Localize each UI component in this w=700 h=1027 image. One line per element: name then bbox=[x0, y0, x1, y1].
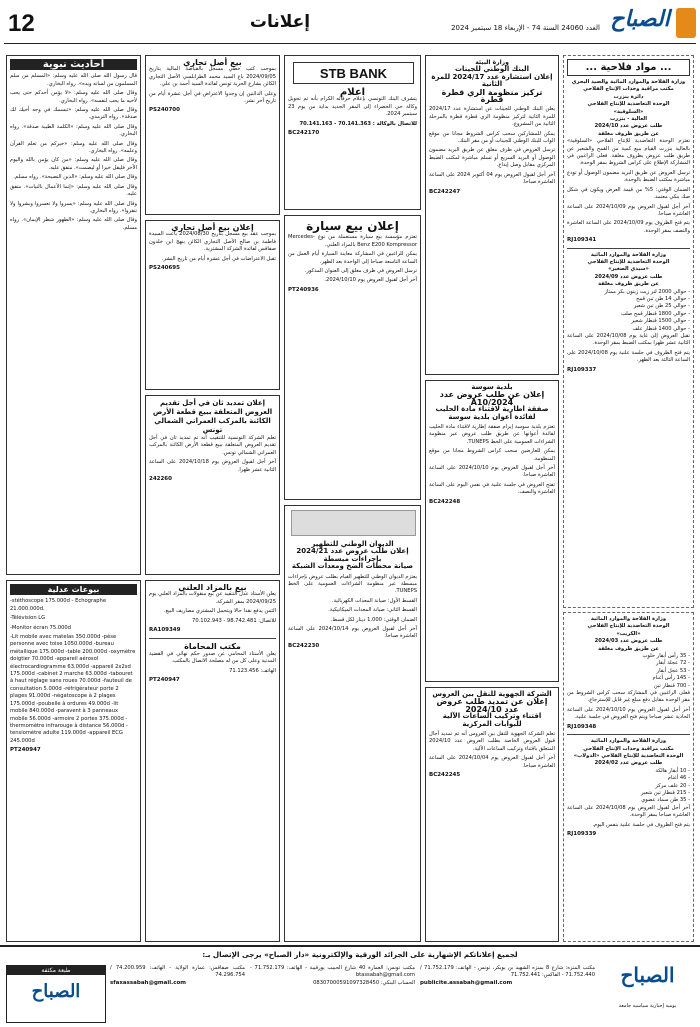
ad-paragraph: آخر أجل لقبول العروض يوم 2024/10/08 على الساعة العاشرة صباحا بمقر الوحدة. bbox=[567, 804, 690, 819]
ad-paragraph: ترسل العروض في ظرف مغلق عن طريق البريد مضمون الوصول أو البريد السريع أو تسلم مباشرة لمكتب الضبط المركزي مقابل وصل إيداع. bbox=[429, 147, 555, 169]
ad-paragraph: آخر أجل لقبول العروض يوم 2024/10/10 على الساعة العاشرة صباحا. bbox=[429, 465, 555, 479]
list-item: - حوالي 2000 لتر زيت زيتون بكر ممتاز bbox=[604, 288, 690, 295]
ad-paragraph: ترسل العروض في ظرف مغلق إلى العنوان المذكور. bbox=[304, 268, 417, 275]
ad-header-line: وزارة الفلاحة والموارد المائية والصيد البحري bbox=[571, 79, 686, 85]
ad-reference: RJ109341 bbox=[567, 237, 597, 244]
ad-paragraph: آخر أجل لقبول العروض يوم 04 أكتوبر 2024 على الساعة العاشرة صباحا. bbox=[429, 171, 555, 186]
ad-paragraph: تعتزم مؤسسة بيع سيارة مستعملة من نوع Mercedes-Benz E200 Kompressor بالمزاد العلني. bbox=[288, 234, 417, 248]
ad-paragraph: للاتصال: 98.742.481 - 70.102.943 bbox=[192, 617, 276, 624]
promo-logo: الصباح bbox=[31, 981, 81, 1002]
hadith: وقال صلى الله عليه وسلم: «من كان يؤمن بالله واليوم الآخر فليقل خيرا أو ليصمت». متفق عليه. bbox=[10, 157, 137, 171]
list-item: - 72 عجلة أبقار bbox=[656, 660, 690, 667]
ad-business-sale-1 bbox=[145, 55, 280, 215]
divider bbox=[149, 638, 276, 639]
ad-header-line: طلب عروض عدد 2024/09 bbox=[594, 273, 663, 280]
list-item: - 20 علف مركز bbox=[655, 782, 690, 789]
ad-reference: PS240695 bbox=[149, 265, 180, 272]
agri-ad-4 bbox=[567, 738, 690, 838]
ad-paragraph: آخر أجل لقبول العروض يوم 2024/10/10 على الساعة الحادية عشر صباحا ويتم فتح العروض في جلسة علنية. bbox=[567, 706, 690, 721]
ad-paragraph: يتم فتح الظروف في جلسة علنية بنفس اليوم. bbox=[592, 821, 690, 828]
ad-paragraph: بموجب عقد بيع مسجل بتاريخ 2024/08/30 باعت السيدة فاطمة بن صالح الأصل التجاري الكائن بنهج ابن خلدون صفاقس لفائدة الشركة المشترية. bbox=[149, 231, 277, 253]
ad-city: بلدية سوسة bbox=[471, 383, 513, 391]
list-item: - حوالي 1400 قنطار علف bbox=[632, 325, 690, 332]
ad-paragraph: وعلى الدائنين إن وجدوا الاعتراض في أجل عشرة أيام من تاريخ آخر نشر. bbox=[149, 90, 276, 105]
promo-badge: طبعة مكثفة bbox=[7, 966, 105, 975]
divider bbox=[567, 248, 690, 249]
ad-paragraph: بموجب كتب خطي مسجل بالقباضة المالية بتاريخ 2024/09/05 باع السيد محمد الطرابلسي الأصل التجاري الكائن بشارع الحرية تونس لفائدة السيد أحمد بن علي. bbox=[149, 66, 276, 88]
ad-stb bbox=[284, 55, 421, 210]
list-item: - 35 رأس أبقار حلوب bbox=[642, 653, 690, 660]
ad-paragraph: للاتصال بالوكالة : 70.141.363 - 70.141.163 bbox=[299, 120, 417, 127]
ad-transport bbox=[425, 687, 559, 942]
ad-reference: PS240700 bbox=[149, 107, 180, 114]
column-mid bbox=[284, 55, 421, 942]
ad-reference: BC242248 bbox=[429, 498, 461, 505]
list-item: - 53 عجل أبقار bbox=[656, 667, 690, 674]
hadith: وقال صلى الله عليه وسلم: «الدين النصيحة». رواه مسلم. bbox=[13, 174, 137, 181]
ad-header-line: «السلوقية» bbox=[613, 108, 644, 115]
ad-title: إعلان عن طلب عروض عدد 2024/A10 bbox=[439, 390, 545, 407]
issue-line: العدد 24060 السنة 74 - الإربعاء 18 سبتمبر 2024 bbox=[451, 24, 600, 32]
hadith: وقال صلى الله عليه وسلم: «خيركم من تعلم القرآن وعلمه». رواه البخاري. bbox=[10, 140, 137, 155]
ad-judicial-sale bbox=[6, 580, 141, 942]
ad-title: إعلان بيع أصل تجاري bbox=[171, 223, 254, 232]
hadith: وقال صلى الله عليه وسلم: «لا يؤمن أحدكم حتى يحب لأخيه ما يحب لنفسه». رواه البخاري. bbox=[10, 90, 137, 104]
ad-reference: 242260 bbox=[149, 476, 172, 483]
ad-paragraph: يتشرف البنك التونسي بإعلام حرفائه الكرام بأنه تم تحويل وكالة حي الخضراء إلى المقر الجديد بداية من يوم 23 سبتمبر 2024. bbox=[288, 96, 417, 118]
hadith: وقال صلى الله عليه وسلم: «الطهور شطر الإيمان». رواه مسلم. bbox=[10, 217, 137, 231]
ad-paragraph: ترسل العروض عن طريق البريد مضمون الوصول أو تودع مباشرة بمكتب الضبط بالوحدة. bbox=[567, 169, 690, 184]
footer-tunis-2 bbox=[250, 965, 415, 1023]
onas-logo-icon bbox=[291, 510, 416, 536]
ad-header-line: عن طريق ظروف مغلقة bbox=[598, 281, 659, 288]
ad-paragraph: تعلم الشركة الجهوية للنقل ببن العروس أنه تم تمديد آجال قبول العروض الخاصة بطلب العروض عدد 2024/10 المتعلق باقتناء وتركيب الساعات الآلية. bbox=[429, 731, 555, 752]
ad-reference: RA109349 bbox=[149, 627, 181, 634]
ad-paragraph: آخر أجل لقبول العروض يوم 2024/10/09 على الساعة العاشرة صباحا. bbox=[567, 203, 690, 217]
ad-header-line: عن طريق ظروف مغلقة bbox=[598, 130, 659, 137]
ad-paragraph: الضمان الوقتي: 5% من قيمة العرض ويكون في شكل صك بنكي معتمد. bbox=[567, 186, 690, 201]
ad-gene-bank bbox=[425, 55, 559, 375]
footer-email[interactable]: publicite.assabah@gmail.com bbox=[420, 979, 513, 986]
ad-org: الشركة الجهوية للنقل ببن العروس bbox=[432, 690, 552, 698]
ad-ministry: وزارة البيئة bbox=[475, 59, 509, 66]
hadith: وقال صلى الله عليه وسلم: «تبسمك في وجه أخيك لك صدقة». رواه الترمذي. bbox=[10, 107, 137, 121]
ad-header-line: عن طريق ظروف مغلقة bbox=[598, 645, 659, 652]
ad-subtitle: صيانة محطات الضخ ومعدات الشبكة bbox=[291, 562, 414, 571]
divider bbox=[567, 734, 690, 735]
ad-paragraph: يعلن الأستاذ عدل التنفيذ عن بيع منقولات بالمزاد العلني يوم 2024/09/25 بمقر الشركة. bbox=[149, 591, 276, 605]
ad-paragraph: القسط الأول: صيانة المعدات الكهربائية. bbox=[331, 597, 417, 604]
footer-address: مكتب المنزه: شارع 8 بمنزه الشهيد بن بوبكر، تونس - الهاتف: 71.752.179 / 71.752.440 - الفاكس: 71.752.441 bbox=[420, 965, 595, 979]
ad-header-line: العالية - بنزرت bbox=[609, 116, 648, 123]
ad-paragraph: يمكن للعارضين سحب كراس الشروط مجانا من موقع المنظومة. bbox=[429, 448, 555, 462]
ad-subtitle: اقتناء وتركيب الساعات الآلية للبوابات المركزية bbox=[442, 712, 542, 728]
ad-paragraph: الهاتف: 71.123.456 bbox=[229, 667, 276, 674]
hadith: قال رسول الله صلى الله عليه وسلم: «المسلم من سلم المسلمون من لسانه ويده». رواه البخاري. bbox=[10, 73, 137, 87]
ad-paragraph: يتم فتح الظروف يوم 2024/10/09 على الساعة العاشرة والنصف بمقر الوحدة. bbox=[567, 220, 690, 234]
ad-header-line: الوحدة التعاضدية للإنتاج الفلاحي bbox=[587, 623, 670, 630]
footer-tunis bbox=[420, 965, 595, 1023]
hadith: وقال صلى الله عليه وسلم: «الكلمة الطيبة صدقة». رواه البخاري. bbox=[10, 123, 137, 138]
ad-header-line: «سيدي الصغير» bbox=[608, 266, 649, 273]
masthead-logo: الصباح bbox=[610, 6, 670, 32]
footer-promo bbox=[6, 965, 106, 1023]
ad-paragraph: -stéthoscope 175.000d - Echographe 21.000.000d. bbox=[10, 598, 107, 612]
stb-bank-name: STB BANK bbox=[319, 66, 388, 81]
column-tenders bbox=[425, 55, 559, 942]
ad-paragraph: يعتزم الديوان الوطني للتطهير القيام بطلب عروض بإجراءات مبسطة عبر منظومة الشراءات العمومية على الخط TUNEPS. bbox=[288, 573, 417, 595]
ad-paragraph: يمكن للراغبين في المشاركة معاينة السيارة أيام العمل من الساعة التاسعة صباحا إلى الواحدة بعد الظهر. bbox=[288, 251, 417, 265]
logo-emblem-icon bbox=[676, 8, 696, 38]
stb-logo bbox=[293, 62, 414, 84]
list-item: - 10 أبقار هالكة bbox=[655, 767, 690, 774]
ad-paragraph: فعلى الراغبين في المشاركة سحب كراس الشروط من مقر الوحدة مقابل دفع مبلغ غير قابل للإسترجاع. bbox=[567, 690, 690, 704]
ad-paragraph: -Lit mobile avec matelas 350.000d -pèse personne avec toise 1050.000d -bureau métallique 175.000d -table 200.000d -oxymètre doigtier 70.000d -appareil aérosol électrocardiogramme 63.000d -appareil 2x2sd 175.000d -cabinet 2 marche 63.000d -tabouret à haut réglage sans roues 70.000d -fauteuil de consultation 5.000d -réfrigérateur porte 2 plages 91.000d -négatoscope à 2 plages 175.000d -poubelle à ordures 49.000d -lit mobile 840.000d -paravent à 3 panneaux mobile 56.000d -armoire 2 portes 375.000d -thermomètre infrarouge à distance 56.000d -tensiomètre adulte 119.000d -appareil ECG 245.000d bbox=[10, 634, 136, 744]
ad-header-line: طلب عروض عدد 2024/10 bbox=[594, 123, 663, 130]
ad-reference: PT240947 bbox=[10, 747, 41, 754]
ad-reference: BC242230 bbox=[288, 642, 320, 649]
ad-paragraph: القسط الثاني: صيانة المعدات الميكانيكية. bbox=[328, 607, 417, 614]
ad-paragraph: -Monitor écran 75.000d bbox=[10, 624, 71, 631]
list-item: - 145 رأس أغنام bbox=[652, 675, 690, 682]
ad-reference: RJ109348 bbox=[567, 723, 597, 730]
ad-sousse bbox=[425, 380, 559, 682]
ad-paragraph: تعلم الشركة التونسية للتنقيب أنه تم تمديد ثان في أجل تقديم العروض المتعلقة ببيع قطعة الأرض الكائنة بالمركب العمراني الشمالي تونس. bbox=[149, 435, 276, 456]
footer-address: مكتب تونس: العمارة 40 شارع الحبيب بورقيبة - الهاتف: 71.752.179 - btassabah@gmail.com bbox=[250, 965, 415, 979]
ad-header-line: طلب عروض عدد 2024/03 bbox=[594, 638, 663, 645]
ad-org: الديوان الوطني للتطهير bbox=[311, 540, 394, 548]
column-agri-lower bbox=[563, 612, 694, 942]
footer-address: مكتب صفاقس: عمارة الولاية - الهاتف: 74.200.959 / 74.296.754 bbox=[110, 965, 245, 979]
column-hadith bbox=[6, 55, 141, 575]
ad-reference: PT240936 bbox=[288, 286, 319, 293]
ad-header-line: الوحدة التعاضدية للإنتاج الفلاحي bbox=[587, 258, 670, 265]
ad-paragraph: آخر أجل لقبول العروض يوم 2024/10/18 على الساعة الثانية عشر ظهرا. bbox=[149, 459, 276, 473]
ad-paragraph: الضمان الوقتي: 1.000 دينار لكل قسط. bbox=[330, 616, 417, 623]
ad-paragraph: آخر أجل لقبول العروض يوم 2024/10/14 على الساعة العاشرة صباحا. bbox=[288, 626, 417, 640]
column-title: أحاديث نبوية bbox=[10, 59, 137, 70]
footer-sfax bbox=[110, 965, 245, 1023]
ad-reference: PT240947 bbox=[149, 677, 180, 684]
ad-onas bbox=[284, 505, 421, 942]
masthead bbox=[0, 0, 700, 44]
ad-header-line: الوحدة التعاضدية للإنتاج الفلاحي bbox=[587, 101, 670, 108]
footer-rib: الحساب البنكي: 08307000591097328450 bbox=[313, 979, 415, 986]
ad-paragraph: -Télévision LG bbox=[10, 615, 46, 622]
ad-header-line: وزارة الفلاحة والموارد المائية bbox=[590, 616, 667, 622]
list-item: - 215 قنطار تبن شعير bbox=[640, 789, 690, 796]
ad-subtitle: تركيز منظومة الري قطرة قطرة bbox=[441, 87, 543, 105]
column-commerce bbox=[145, 55, 280, 575]
ad-header-line: دائرة بنزرت bbox=[613, 93, 644, 100]
ad-paragraph: آخر أجل لقبول العروض يوم 2024/10/04 على الساعة العاشرة صباحا. bbox=[429, 755, 555, 769]
section-title: إعلانات bbox=[249, 12, 311, 32]
agri-ad-2 bbox=[567, 252, 690, 375]
footer-title: لجميع إعلاناتكم الإشهارية على الجرائد الورقية والإلكترونية «دار الصباح» يرجى الإتصال بـ: bbox=[202, 950, 518, 959]
ad-paragraph: يعلن البنك الوطني للجينات عن استشارة عدد 2024/17 للمرة الثانية لتركيز منظومة الري قطرة قطرة بالمرحلة الثانية من المشروع. bbox=[429, 106, 555, 128]
ad-paragraph: تفتح العروض في جلسة علنية في نفس اليوم على الساعة العاشرة والنصف. bbox=[429, 481, 555, 496]
ad-header-line: طلب عروض عدد 2024/02 bbox=[594, 760, 663, 767]
ad-paragraph: تقبل العروض إلى غاية يوم 2024/10/08 على الساعة الثانية عشر ظهرا بمكتب الضبط بمقر الوحدة. bbox=[567, 333, 690, 347]
list-item: - حوالي 1800 قنطار قمح صلب bbox=[621, 310, 690, 317]
ad-header-line: «الكريب» bbox=[616, 630, 641, 637]
ad-business-sale-2 bbox=[145, 220, 280, 390]
column-title: ... مواد فلاحية ... bbox=[567, 59, 690, 76]
ad-title: إعلان عن تمديد طلب عروض عدد 2024/10 bbox=[436, 697, 548, 714]
ad-header-line: مكتب مراقبة وحدات الإنتاج الفلاحي bbox=[583, 86, 674, 93]
ad-reference: BC242247 bbox=[429, 188, 461, 195]
ad-land-sale bbox=[145, 395, 280, 575]
ad-paragraph: تقبل الاعتراضات في أجل عشرة أيام من تاريخ النشر. bbox=[161, 255, 276, 262]
ad-car-sale bbox=[284, 215, 421, 500]
list-item: - حوالي 14 طن تبن قمح bbox=[636, 295, 690, 302]
footer-logo: الصباح bbox=[620, 963, 675, 987]
ad-title: بيع بالمزاد العلني bbox=[178, 583, 247, 592]
ad-header-line: الوحدة التعاضدية للإنتاج الفلاحي «الدولاب» bbox=[573, 752, 684, 759]
ad-paragraph: آخر أجل لقبول العروض يوم 2024/10/10. bbox=[324, 277, 417, 284]
ad-reference: RJ109339 bbox=[567, 830, 597, 837]
ad-reference: BC242170 bbox=[288, 130, 320, 137]
ad-title: إعلان طلب عروض عدد 2024/21 بإجراءات مبسطة bbox=[296, 547, 409, 563]
agri-ad-3 bbox=[567, 616, 690, 731]
ad-reference: RJ109337 bbox=[567, 366, 597, 373]
ad-title: بيوعات عدلية bbox=[10, 584, 137, 595]
header-rule bbox=[4, 43, 696, 44]
ad-paragraph: تعتزم الوحدة التعاضدية للإنتاج الفلاحي «السلوقية» بالعالية بنزرت القيام ببيع كمية من القمح والشعير عن طريق طلب عروض بظروف مغلقة. فعلى الراغبين في المشاركة الإطلاع على كراس الشروط بمقر الوحدة. bbox=[567, 138, 690, 167]
footer-email[interactable]: sfaxassabah@gmail.com bbox=[110, 979, 186, 986]
ad-header-line: مكتب مراقبة وحدات الإنتاج الفلاحي bbox=[583, 745, 674, 752]
ad-paragraph: الثمن يدفع نقدا حالا ويتحمل المشتري مصاريف البيع. bbox=[163, 608, 276, 615]
list-item: - حوالي 25 طن تبن شعير bbox=[633, 303, 690, 310]
ad-auction bbox=[145, 580, 280, 942]
ad-paragraph: تعتزم بلدية سوسة إبرام صفقة إطارية لاقتناء مادة الحليب لفائدة أعوانها عن طريق طلب عروض عبر منظومة الشراءات العمومية على الخط TUNEPS. bbox=[429, 424, 555, 445]
hadith: وقال صلى الله عليه وسلم: «يسروا ولا تعسروا وبشروا ولا تنفروا». رواه البخاري. bbox=[10, 200, 137, 214]
ad-title: اعلام bbox=[339, 87, 366, 98]
page-number: 12 bbox=[8, 10, 35, 37]
ad-header-line: وزارة الفلاحة والموارد المائية bbox=[590, 251, 667, 258]
list-item: - 35 طن سماد عضوي bbox=[641, 797, 690, 804]
agri-ad-1 bbox=[567, 79, 690, 245]
ad-subtitle: صفقة اطارية لاقتناء مادة الحليب لفائدة أعوان بلدية سوسة bbox=[435, 405, 549, 421]
footer-logo-sub: يومية إخبارية سياسية جامعة bbox=[618, 1003, 677, 1009]
ad-title: مكتب المحاماة bbox=[184, 642, 241, 652]
ad-title: إعلان بيع سيارة bbox=[306, 219, 399, 233]
ad-header-line: وزارة الفلاحة والموارد المائية bbox=[590, 738, 667, 745]
ad-paragraph: يتم فتح الظروف في جلسة علنية يوم 2024/10/08 على الساعة الثالثة بعد الظهر. bbox=[567, 349, 690, 364]
hadith: وقال صلى الله عليه وسلم: «إنما الأعمال بالنيات». متفق عليه. bbox=[10, 183, 137, 198]
ad-paragraph: يعلن الأستاذ المحامي عن صدور حكم نهائي في القضية المدنية وعلى كل من له مصلحة الاتصال بالمكتب. bbox=[149, 650, 276, 665]
ad-reference: BC242245 bbox=[429, 772, 461, 779]
list-item: - حوالي 1500 قنطار شعير bbox=[631, 318, 690, 325]
ad-title: بيع أصل تجاري bbox=[183, 58, 242, 67]
footer bbox=[0, 945, 700, 1027]
list-item: - 46 أغنام bbox=[667, 775, 690, 782]
ad-paragraph: يمكن للمشاركين سحب كراس الشروط مجانا من موقع الواب للبنك الوطني للجينات أو من مقر البنك. bbox=[429, 130, 555, 145]
ad-title: إعلان تمديد ثان في أجل تقديم العروض المتعلقة ببيع قطعة الأرض الكائنة بالمركب العمراني الشمالي تونس bbox=[152, 399, 273, 434]
ad-title: إعلان استشارة عدد 2024/17 للمرة الثانية bbox=[431, 72, 553, 89]
ad-org: البنك الوطني للجينات bbox=[455, 65, 529, 74]
column-agri bbox=[563, 55, 694, 608]
list-item: - 700 قنطار تبن bbox=[653, 682, 690, 689]
